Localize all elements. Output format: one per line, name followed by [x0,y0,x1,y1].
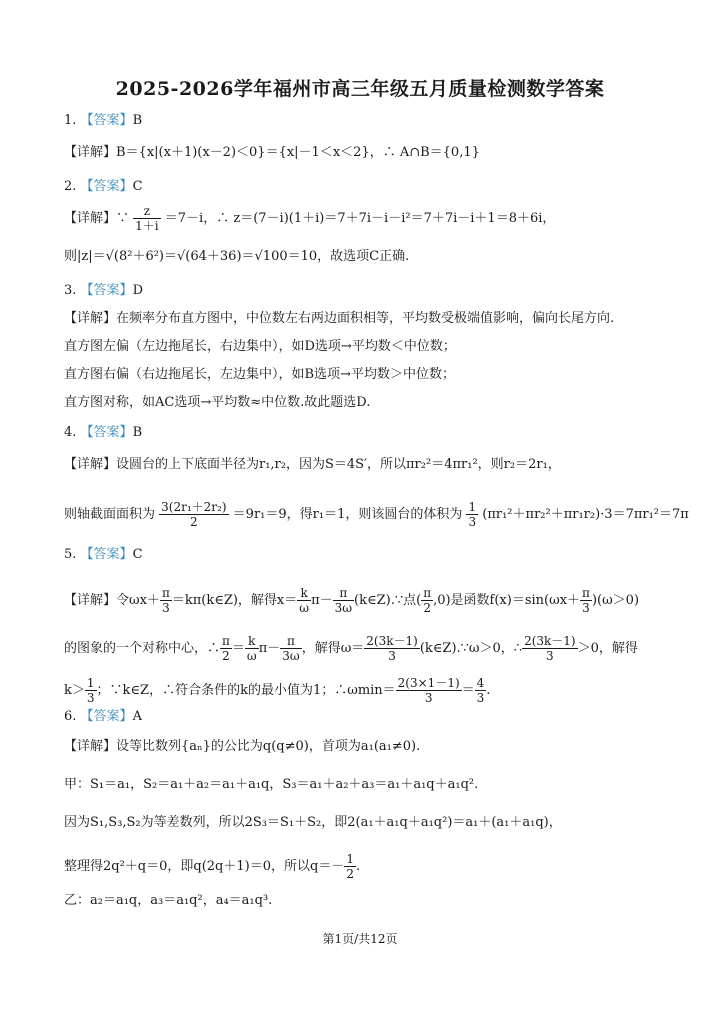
q1-answer-tag: 【答案】 [80,113,133,128]
q5-frac-pi-3b [580,586,592,615]
q5-frac-pi-2b [220,634,232,663]
q4-frac2-num: 1 [468,500,477,514]
q3-answer: D [132,283,143,298]
q5-frac-omega-b [522,634,578,663]
q4-fraction-2 [466,500,478,529]
q5-frac-den: 3 [162,601,170,615]
q5-frac-den: ω [246,649,257,663]
q5-l2-eq: ＝ [231,641,245,656]
q5-frac-den: 3 [476,691,485,705]
q5-l1-pre: 【详解】令ωx＋ [64,593,160,608]
q5-answer: C [132,547,143,562]
q2-answer-tag: 【答案】 [80,179,133,194]
page-footer: 第1页/共12页 [322,932,398,946]
page-title: 2025-2026学年福州市高三年级五月质量检测数学答案 [115,78,605,100]
q5-frac-k-w-b [245,634,259,663]
q5-frac-num: 2(3k－1) [366,634,418,648]
q1-answer-line [64,112,142,130]
q4-answer-line [64,424,142,442]
q5-frac-num: 2(3×1－1) [397,676,460,690]
q4-frac1-num: 3(2r₁＋2r₂) [161,500,227,514]
q5-answer-tag: 【答案】 [80,547,133,562]
q4-line2-pre: 则轴截面面积为 [64,507,156,522]
q5-frac-num: π [333,586,354,601]
q5-frac-num: 1 [86,676,95,690]
q3-answer-tag: 【答案】 [80,283,133,298]
q6-frac-num: 1 [346,852,354,866]
q5-l1-b: π－ [311,593,333,608]
q5-frac-den: 3 [582,601,590,615]
q5-frac-num: k [297,586,311,601]
q5-frac-num: 4 [476,676,485,690]
q6-line4-post: . [355,859,361,874]
q5-l1-e: )(ω＞0) [591,593,640,608]
q4-fraction-1 [159,500,228,529]
q3-line-3: 直方图右偏（右边拖尾长，左边集中），如B选项→平均数＞中位数； [64,367,455,382]
q5-l1-d: ,0)是函数f(x)＝sin(ωx＋ [433,593,581,608]
q4-line-2 [64,500,689,529]
q5-frac-den: 3 [388,649,396,663]
q5-frac-pi-2 [421,586,433,615]
q4-frac1-den: 2 [190,515,198,529]
q5-l3-b: ＝ [461,683,475,698]
q4-line2-post: (πr₁²＋πr₂²＋πr₁r₂)·3＝7πr₁²＝7π [482,507,689,522]
q4-line-1: 【详解】设圆台的上下底面半径为r₁,r₂，因为S＝4S′，所以πr₂²＝4πr₁²，则r₂＝2r₁， [64,457,561,472]
q5-line-3 [64,676,490,705]
q2-frac-num: z [133,204,160,219]
q5-frac-num: π [280,634,301,649]
q1-answer: B [132,113,143,128]
q4-frac2-den: 3 [468,515,477,529]
q2-answer: C [132,179,143,194]
q5-line-1 [64,586,639,615]
q6-line-2: 甲：S₁＝a₁，S₂＝a₁＋a₂＝a₁＋a₁q，S₃＝a₁＋a₂＋a₃＝a₁＋a₁q＋a₁q². [64,777,479,792]
q2-detail-2: 则|z|＝√(8²＋6²)＝√(64＋36)＝√100＝10，故选项C正确. [64,249,410,264]
q5-l1-a: ＝kπ(k∈Z)，解得x＝ [171,593,298,608]
q6-line-1: 【详解】设等比数列{aₙ}的公比为q(q≠0)，首项为a₁(a₁≠0). [64,739,421,754]
q6-answer-tag: 【答案】 [80,709,133,724]
q1-number: 1. [64,113,77,128]
q5-answer-line [64,546,143,564]
q5-number: 5. [64,547,77,562]
q1-detail: 【详解】B＝{x|(x＋1)(x－2)＜0}＝{x|－1＜x＜2}，∴ A∩B＝{0,1} [64,145,480,160]
q5-frac-den: 2 [222,649,230,663]
q3-line-2: 直方图左偏（左边拖尾长，右边集中），如D选项→平均数＜中位数； [64,339,456,354]
q3-line-4: 直方图对称，如AC选项→平均数≈中位数.故此题选D. [64,395,371,410]
q6-line4-pre: 整理得2q²＋q＝0，即q(2q＋1)＝0，所以q＝－ [64,859,345,874]
q5-frac-num: π [423,586,432,600]
q5-frac-pi-3w [333,586,354,615]
q5-frac-omega-min [396,676,462,705]
q5-frac-num: π [161,586,170,600]
q5-frac-num: π [582,586,590,600]
q5-frac-den: ω [299,601,310,615]
q6-number: 6. [64,709,77,724]
q6-answer: A [132,709,142,724]
q2-detail-1 [64,204,555,233]
q5-frac-num: 2(3k－1) [524,634,576,648]
q2-answer-line [64,178,143,196]
q4-number: 4. [64,425,77,440]
q6-line-3: 因为S₁,S₃,S₂为等差数列，所以2S₃＝S₁＋S₂，即2(a₁＋a₁q＋a₁q²)＝a₁＋(a₁＋a₁q)， [64,815,562,830]
q5-l3-a: ；∵k∈Z，∴符合条件的k的最小值为1；∴ωmin＝ [96,683,396,698]
q6-line-4 [64,852,360,881]
q2-detail-post: ＝7－i，∴ z＝(7－i)(1＋i)＝7＋7i－i－i²＝7＋7i－i＋1＝8＋6i， [164,211,556,226]
q4-answer-tag: 【答案】 [80,425,133,440]
q6-line-5: 乙：a₂＝a₁q，a₃＝a₁q²，a₄＝a₁q³. [64,893,273,908]
q5-frac-num: k [245,634,259,649]
q6-frac-den: 2 [346,867,354,881]
q5-frac-den: 3 [424,691,433,705]
q5-frac-den: 2 [423,601,431,615]
q5-frac-den: 3 [86,691,95,705]
q4-answer: B [132,425,143,440]
q5-frac-4-3 [475,676,487,705]
q5-line-2 [64,634,638,663]
q5-l2-c: ＞0，解得 [577,641,638,656]
q3-number: 3. [64,283,77,298]
q2-fraction [133,204,160,233]
q5-l3-pre: k＞ [64,683,85,698]
q4-line2-mid: ＝9r₁＝9，得r₁＝1，则该圆台的体积为 [232,507,463,522]
q3-answer-line [64,282,143,300]
q2-number: 2. [64,179,77,194]
q6-fraction [344,852,356,881]
q5-l2-a: ，解得ω＝ [301,641,365,656]
q5-l3-c: . [486,683,491,698]
q5-l1-c: (k∈Z).∵点( [354,593,422,608]
q5-frac-pi-3 [160,586,172,615]
q3-line-1: 【详解】在频率分布直方图中，中位数左右两边面积相等，平均数受极端值影响，偏向长尾方向. [64,311,615,326]
q2-detail-pre: 【详解】∵ [64,211,130,226]
q2-frac-den: 1＋i [135,219,159,233]
q6-answer-line [64,708,142,726]
q5-frac-num: π [222,634,230,648]
q5-frac-den: 3ω [282,649,300,663]
q5-l2-pre: 的图象的一个对称中心，∴ [64,641,221,656]
q5-frac-pi-3w-b [280,634,301,663]
q5-frac-den: 3ω [334,601,353,615]
q5-frac-k-w [297,586,311,615]
q5-frac-omega [364,634,420,663]
q5-frac-den: 3 [546,649,554,663]
q5-l2-b: π－ [258,641,281,656]
q5-frac-1-3 [85,676,97,705]
q5-l2-b2: (k∈Z).∵ω＞0，∴ [419,641,523,656]
